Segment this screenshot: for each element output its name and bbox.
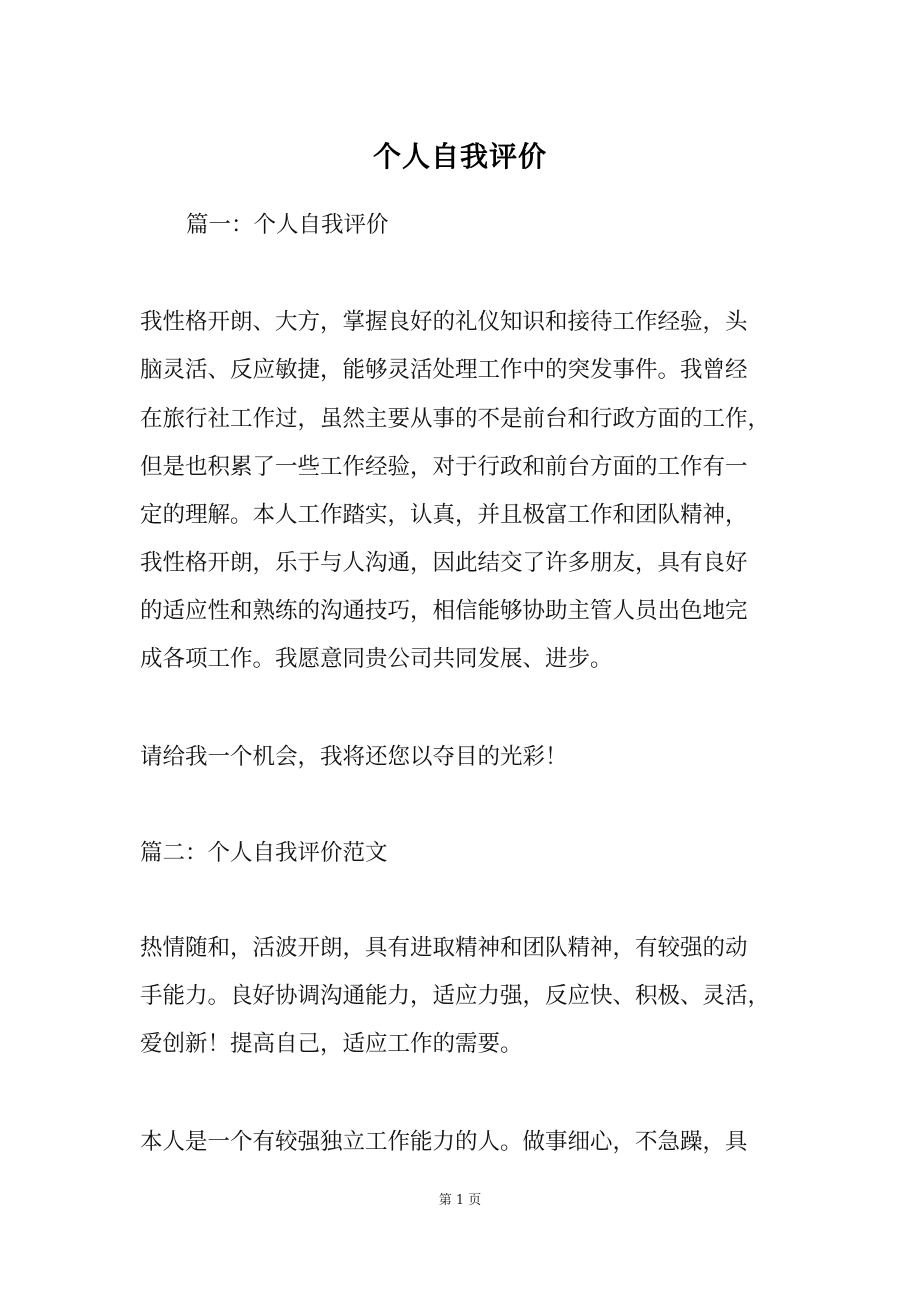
- paragraph-line: 热情随和，活波开朗，具有进取精神和团队精神，有较强的动: [140, 935, 748, 961]
- paragraph-line: 本人是一个有较强独立工作能力的人。做事细心，不急躁，具: [140, 1129, 748, 1155]
- paragraph-line: 爱创新！提高自己，适应工作的需要。: [140, 1031, 523, 1057]
- paragraph-line: 成各项工作。我愿意同贵公司共同发展、进步。: [140, 646, 613, 672]
- paragraph-line: 我性格开朗，乐于与人沟通，因此结交了许多朋友，具有良好: [140, 550, 748, 576]
- section-heading-1: 篇一：个人自我评价: [186, 212, 389, 238]
- document-title: 个人自我评价: [372, 140, 547, 173]
- paragraph-line: 请给我一个机会，我将还您以夺目的光彩！: [140, 744, 568, 770]
- page-number: 第 1 页: [438, 1193, 482, 1208]
- paragraph-line: 但是也积累了一些工作经验，对于行政和前台方面的工作有一: [140, 454, 748, 480]
- section-heading-2: 篇二：个人自我评价范文: [140, 840, 388, 866]
- paragraph-line: 手能力。良好协调沟通能力，适应力强，反应快、积极、灵活，: [140, 983, 771, 1009]
- paragraph-line: 我性格开朗、大方，掌握良好的礼仪知识和接待工作经验，头: [140, 309, 748, 335]
- paragraph-line: 的适应性和熟练的沟通技巧，相信能够协助主管人员出色地完: [140, 598, 748, 624]
- paragraph-line: 在旅行社工作过，虽然主要从事的不是前台和行政方面的工作，: [140, 406, 771, 432]
- paragraph-line: 脑灵活、反应敏捷，能够灵活处理工作中的突发事件。我曾经: [140, 357, 748, 383]
- paragraph-line: 定的理解。本人工作踏实，认真，并且极富工作和团队精神，: [140, 502, 748, 528]
